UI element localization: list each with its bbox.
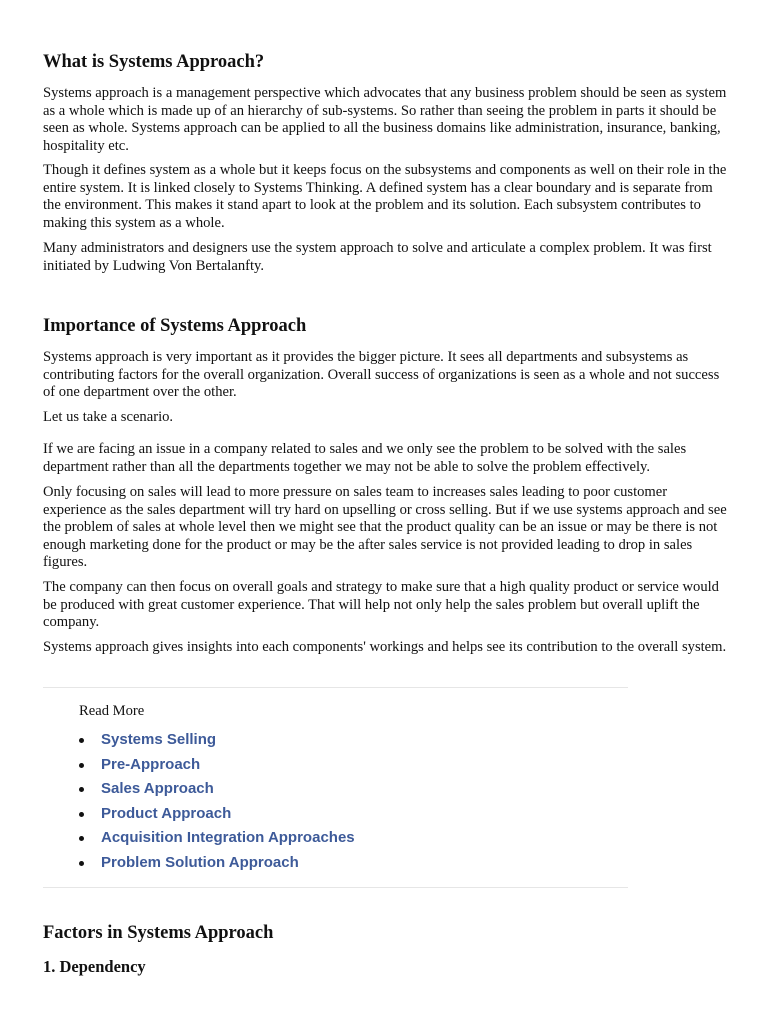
bullet-icon xyxy=(79,812,84,817)
read-more-link-problem-solution-approach[interactable]: Problem Solution Approach xyxy=(101,853,299,871)
heading-importance-of-systems-approach: Importance of Systems Approach xyxy=(43,316,307,336)
read-more-link-systems-selling[interactable]: Systems Selling xyxy=(101,731,217,748)
read-more-link-pre-approach[interactable]: Pre-Approach xyxy=(101,755,201,773)
divider xyxy=(43,887,628,888)
read-more-link-sales-approach[interactable]: Sales Approach xyxy=(101,780,214,798)
list-item xyxy=(79,827,355,852)
heading-factors-in-systems-approach: Factors in Systems Approach xyxy=(43,923,274,943)
bullet-icon xyxy=(79,836,84,841)
list-item xyxy=(79,852,355,877)
list-item xyxy=(79,803,355,828)
bullet-icon xyxy=(79,787,84,792)
paragraph: Many administrators and designers use the system approach to solve and articulate a complex problem. It was first initiated by Ludwing Von Bertalanfty. xyxy=(43,240,712,274)
paragraph: If we are facing an issue in a company related to sales and we only see the problem to be solved with the sales department rather than all the departments together we may not be able to solve the problem effectively. xyxy=(43,441,687,475)
paragraph: Only focusing on sales will lead to more pressure on sales team to increases sales leading to poor customer experience as the sales department will try hard on upselling or cross selling. But if we use systems approach and see the problem of sales at whole level then we might see that the product quality can be an issue or may be there is not enough marketing done for the product or may be the after sales service is not provided leading to drop in sales figures. xyxy=(43,484,727,571)
list-item xyxy=(79,778,355,803)
bullet-icon xyxy=(79,738,84,743)
read-more-link-product-approach[interactable]: Product Approach xyxy=(101,804,232,822)
read-more-label: Read More xyxy=(79,703,145,719)
list-item xyxy=(79,754,355,779)
list-item xyxy=(79,729,355,754)
paragraph: Systems approach is a management perspective which advocates that any business problem should be seen as system as a whole which is made up of an hierarchy of sub-systems. So rather than seeing the problem in parts it should be seen as whole. Systems approach can be applied to all the business domains like administration, insurance, banking, hospitality etc. xyxy=(43,85,727,154)
read-more-list xyxy=(79,729,355,877)
bullet-icon xyxy=(79,861,84,866)
divider xyxy=(43,687,628,688)
paragraph: Systems approach is very important as it provides the bigger picture. It sees all departments and subsystems as contributing factors for the overall organization. Overall success of organizations is seen as a whole and not success of one department over the other. xyxy=(43,349,720,401)
paragraph: Systems approach gives insights into each components' workings and helps see its contribution to the overall system. xyxy=(43,639,727,655)
paragraph: Let us take a scenario. xyxy=(43,409,174,425)
bullet-icon xyxy=(79,763,84,768)
paragraph: The company can then focus on overall goals and strategy to make sure that a high quality product or service would be produced with great customer experience. That will help not only help the sales problem but overall uplift the company. xyxy=(43,579,719,631)
read-more-link-acquisition-integration-approaches[interactable]: Acquisition Integration Approaches xyxy=(101,829,355,847)
heading-what-is-systems-approach: What is Systems Approach? xyxy=(43,52,265,72)
subheading-dependency: 1. Dependency xyxy=(43,957,146,976)
paragraph: Though it defines system as a whole but it keeps focus on the subsystems and components as well on their role in the entire system. It is linked closely to Systems Thinking. A defined system has a clear boundary and is separate from the environment. This makes it stand apart to look at the problem and its solution. Each subsystem contributes to making this system as a whole. xyxy=(43,162,727,231)
